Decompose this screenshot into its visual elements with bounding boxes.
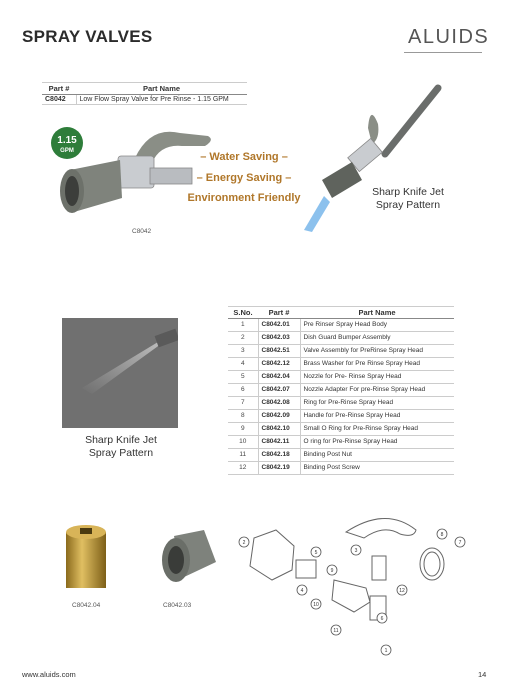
diagram-ring-inner — [424, 552, 440, 576]
part-name: Nozzle Adapter For pre-Rinse Spray Head — [300, 384, 454, 397]
part-number: C8042.07 — [258, 384, 300, 397]
part-number: C8042.09 — [258, 410, 300, 423]
part-number: C8042.51 — [258, 345, 300, 358]
saving-line-energy: – Energy Saving – — [196, 172, 292, 184]
table-row — [228, 358, 454, 371]
callout-label: 3 — [354, 548, 358, 554]
brass-nozzle-body — [66, 532, 106, 588]
logo-underline — [404, 52, 482, 53]
part-name: Brass Washer for Pre Rinse Spray Head — [300, 358, 454, 371]
footer-website[interactable]: www.aluids.com — [22, 670, 76, 679]
serial-number: 9 — [228, 423, 258, 436]
part-number: C8042.04 — [258, 371, 300, 384]
callout-label: 6 — [380, 616, 384, 622]
table-row — [228, 410, 454, 423]
header-part-name: Part Name — [76, 83, 247, 95]
part-name: Pre Rinser Spray Head Body — [300, 319, 454, 332]
parts-list-table — [228, 306, 454, 475]
part-number: C8042.10 — [258, 423, 300, 436]
exploded-parts-diagram — [236, 506, 472, 656]
serial-number: 5 — [228, 371, 258, 384]
header-serial: S.No. — [228, 307, 258, 319]
bumper-image — [154, 528, 224, 588]
diagram-body — [332, 580, 370, 612]
part-name: Handle for Pre-Rinse Spray Head — [300, 410, 454, 423]
header-part-number: Part # — [42, 83, 76, 95]
diagram-bumper — [250, 530, 294, 580]
pattern-label-photo-line1: Sharp Knife Jet — [85, 434, 157, 446]
table-row — [228, 423, 454, 436]
part-name: Nozzle for Pre- Rinse Spray Head — [300, 371, 454, 384]
part-name: Small O Ring for Pre-Rinse Spray Head — [300, 423, 454, 436]
table-row — [228, 436, 454, 449]
diagram-valve — [372, 556, 386, 580]
callout-label: 9 — [330, 568, 334, 574]
serial-number: 10 — [228, 436, 258, 449]
brass-nozzle-slot — [80, 528, 92, 534]
part-name: Binding Post Nut — [300, 449, 454, 462]
pattern-label-top-line1: Sharp Knife Jet — [372, 186, 444, 198]
serial-number: 8 — [228, 410, 258, 423]
table-row — [228, 384, 454, 397]
part-table-main — [42, 82, 247, 105]
valve-body — [118, 156, 154, 188]
header-part-name: Part Name — [300, 307, 454, 319]
badge-value: 1.15 — [57, 135, 77, 146]
brand-logo: ALUIDS — [408, 26, 490, 48]
callout-label: 11 — [333, 628, 339, 634]
callout-label: 2 — [242, 540, 246, 546]
callout-label: 4 — [300, 588, 304, 594]
saving-line-water: – Water Saving – — [200, 151, 288, 163]
serial-number: 7 — [228, 397, 258, 410]
badge-unit: GPM — [60, 148, 74, 154]
callout-label: 1 — [384, 648, 388, 654]
part-name: Valve Assembly for PreRinse Spray Head — [300, 345, 454, 358]
callout-label: 5 — [314, 550, 318, 556]
serial-number: 3 — [228, 345, 258, 358]
table-row — [42, 95, 247, 105]
serial-number: 11 — [228, 449, 258, 462]
page-title: SPRAY VALVES — [22, 27, 153, 46]
table-row — [228, 319, 454, 332]
parts-list-body — [228, 319, 454, 475]
table-row — [228, 449, 454, 462]
serial-number: 6 — [228, 384, 258, 397]
part-number: C8042.01 — [258, 319, 300, 332]
part-number: C8042.03 — [258, 332, 300, 345]
caption-grey-nozzle: C8042.03 — [163, 602, 192, 609]
brass-nozzle-image — [58, 520, 114, 592]
nozzle-hole — [65, 176, 79, 206]
pattern-label-top — [368, 186, 448, 212]
diagram-nozzle — [296, 560, 316, 578]
spray-pattern-photo — [62, 318, 178, 428]
table-row — [228, 371, 454, 384]
spray-jet — [304, 196, 330, 232]
table-row — [228, 332, 454, 345]
callout-label: 8 — [440, 532, 444, 538]
saving-line-environment: Environment Friendly — [187, 192, 301, 204]
serial-number: 4 — [228, 358, 258, 371]
part-name: Binding Post Screw — [300, 462, 454, 475]
caption-valve: C8042 — [132, 228, 152, 235]
header-part-number: Part # — [258, 307, 300, 319]
page-number: 14 — [478, 670, 487, 679]
serial-number: 1 — [228, 319, 258, 332]
part-number: C8042.19 — [258, 462, 300, 475]
callout-label: 12 — [399, 588, 405, 594]
part-name: Ring for Pre-Rinse Spray Head — [300, 397, 454, 410]
bumper-image-hole — [168, 546, 184, 574]
table-row — [228, 397, 454, 410]
part-number: C8042.08 — [258, 397, 300, 410]
callout-label: 7 — [458, 540, 462, 546]
part-number: C8042.12 — [258, 358, 300, 371]
diagram-handle — [346, 518, 416, 538]
serial-number: 12 — [228, 462, 258, 475]
hose — [385, 88, 438, 154]
table-row — [228, 345, 454, 358]
table-row — [228, 462, 454, 475]
serial-number: 2 — [228, 332, 258, 345]
gpm-badge — [50, 126, 84, 160]
part-number: C8042.18 — [258, 449, 300, 462]
part-name: Low Flow Spray Valve for Pre Rinse - 1.15 GPM — [76, 95, 247, 105]
part-number: C8042.11 — [258, 436, 300, 449]
part-number: C8042 — [42, 95, 76, 105]
callout-label: 10 — [313, 602, 319, 608]
pattern-label-top-line2: Spray Pattern — [375, 199, 441, 211]
pattern-label-photo-line2: Spray Pattern — [88, 447, 154, 459]
caption-brass-nozzle: C8042.04 — [72, 602, 101, 609]
pattern-label-photo — [76, 434, 166, 460]
part-name: O ring for Pre-Rinse Spray Head — [300, 436, 454, 449]
part-name: Dish Guard Bumper Assembly — [300, 332, 454, 345]
